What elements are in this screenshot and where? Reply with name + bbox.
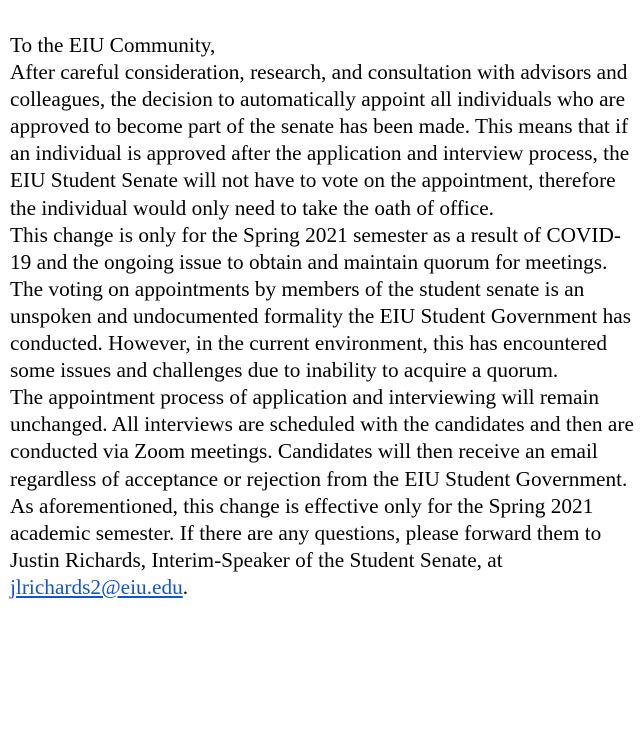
closing-text: As aforementioned, this change is effective only for the Spring 2021 academic semester. If there are any questions, please forward them to Justin Richards, Interim-Speaker of the Student Senate, at xyxy=(10,493,602,572)
paragraph-appointment-decision: After careful consideration, research, and consultation with advisors and colleagues, the decision to automatically appoint all individuals who are approved to become part of the senate has been made. This means that if an individual is approved after the application and interview process, the EIU Student Senate will not have to vote on the appointment, therefore the individual would only need to take the oath of office. xyxy=(10,60,630,220)
email-link[interactable]: jlrichards2@eiu.edu xyxy=(10,574,183,599)
salutation: To the EIU Community, xyxy=(10,33,216,57)
closing-period: . xyxy=(182,574,189,599)
paragraph-spring-2021-change: This change is only for the Spring 2021 semester as a result of COVID-19 and the ongoing issue to obtain and maintain quorum for meetings. The voting on appointments by members of the student senate is an unspoken and undocumented formality the EIU Student Government has conducted. However, in the current environment, this has encountered some issues and challenges due to inability to acquire a quorum. xyxy=(10,222,632,383)
paragraph-closing xyxy=(10,493,636,601)
letter-body xyxy=(10,32,636,601)
paragraph-process-unchanged: The appointment process of application and interviewing will remain unchanged. All interviews are scheduled with the candidates and then are conducted via Zoom meetings. Candidates will then receive an email regardless of acceptance or rejection from the EIU Student Government. xyxy=(10,385,634,491)
